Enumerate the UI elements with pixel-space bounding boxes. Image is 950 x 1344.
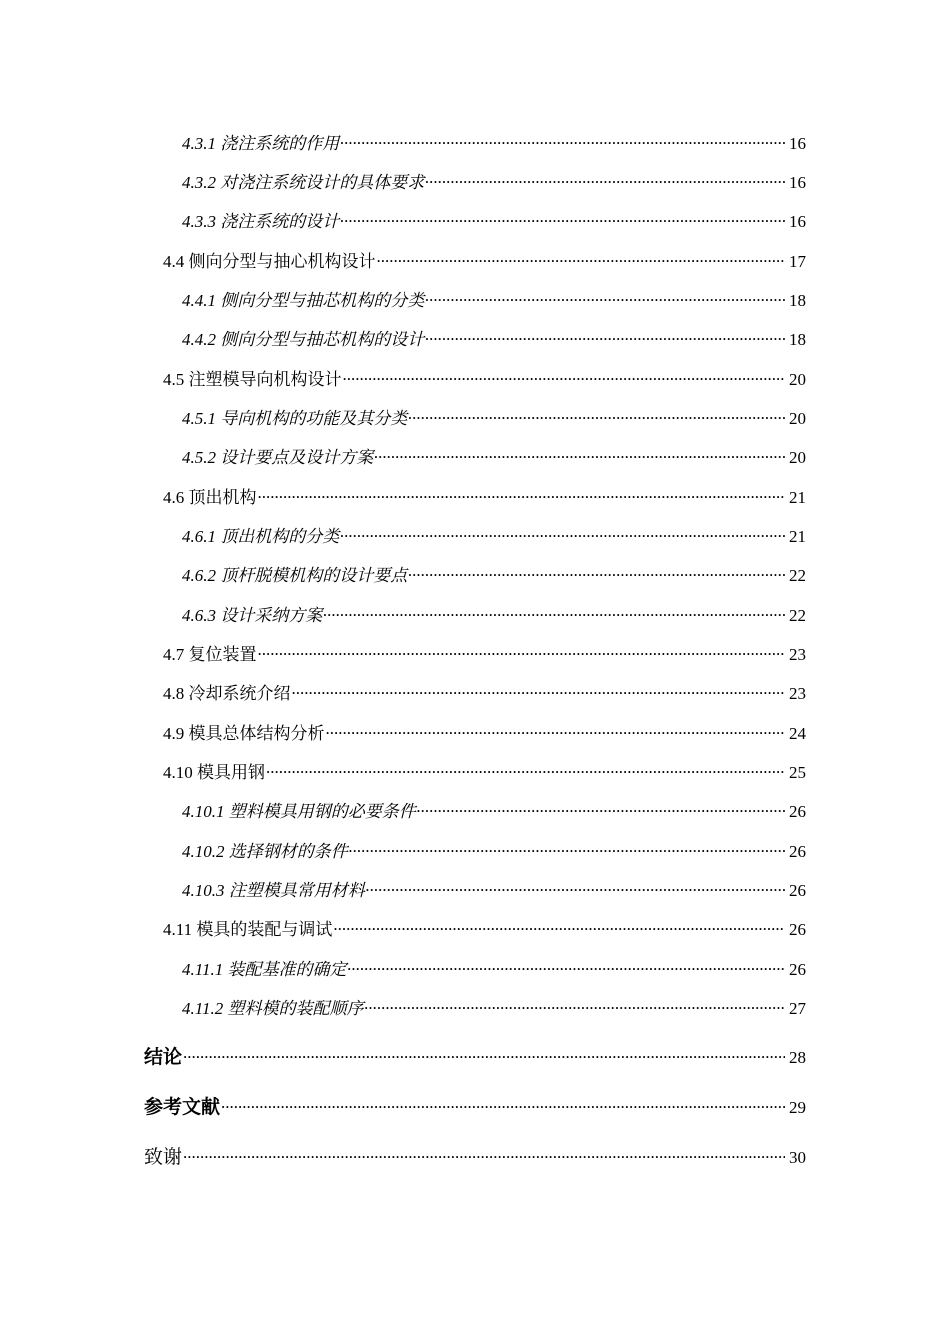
toc-page-number: 16 (789, 134, 806, 153)
toc-entry-title: 4.6.1 顶出机构的分类 (182, 527, 340, 546)
toc-leader-dots (348, 958, 786, 975)
toc-entry-title: 4.11.1 装配基准的确定 (182, 960, 347, 979)
toc-entry-title: 4.3.3 浇注系统的设计 (182, 212, 340, 231)
toc-leader-dots (365, 997, 786, 1014)
toc-page-number: 20 (789, 370, 806, 389)
toc-entry-conclusion[interactable] (144, 1042, 806, 1069)
toc-page-number: 18 (789, 291, 806, 310)
toc-page-number: 28 (789, 1048, 806, 1067)
toc-leader-dots (183, 1144, 785, 1163)
toc-page-number: 27 (789, 999, 806, 1018)
toc-entry-4-10-3[interactable] (182, 876, 806, 901)
toc-page-number: 26 (789, 960, 806, 979)
toc-entry-4-10[interactable] (163, 758, 806, 783)
toc-entry-4-4-1[interactable] (182, 286, 806, 311)
toc-entry-title: 4.9 模具总体结构分析 (163, 724, 325, 743)
toc-leader-dots (366, 879, 785, 896)
toc-entry-title: 4.5.2 设计要点及设计方案 (182, 448, 374, 467)
toc-entry-4-5-1[interactable] (182, 404, 806, 429)
toc-page-number: 26 (789, 802, 806, 821)
toc-leader-dots (340, 525, 785, 542)
toc-page-number: 25 (789, 763, 806, 782)
toc-entry-4-5[interactable] (163, 365, 806, 390)
toc-entry-acknowledgements[interactable] (144, 1142, 806, 1169)
toc-page-number: 22 (789, 566, 806, 585)
toc-leader-dots (377, 250, 786, 267)
toc-leader-dots (323, 604, 785, 621)
toc-entry-title: 4.11 模具的装配与调试 (163, 920, 333, 939)
toc-page-number: 18 (789, 330, 806, 349)
toc-page-number: 26 (789, 842, 806, 861)
toc-entry-4-6-2[interactable] (182, 561, 806, 586)
toc-page-number: 23 (789, 645, 806, 664)
toc-page-number: 17 (789, 252, 806, 271)
toc-leader-dots (425, 328, 785, 345)
toc-entry-4-6-3[interactable] (182, 601, 806, 626)
toc-leader-dots (425, 289, 785, 306)
toc-entry-4-7[interactable] (163, 640, 806, 665)
toc-entry-title: 4.10 模具用钢 (163, 763, 265, 782)
toc-leader-dots (326, 722, 786, 739)
toc-page-number: 23 (789, 684, 806, 703)
toc-leader-dots (266, 761, 785, 778)
toc-entry-title: 4.4.2 侧向分型与抽芯机构的设计 (182, 330, 425, 349)
toc-page-number: 29 (789, 1098, 806, 1117)
toc-page-number: 20 (789, 448, 806, 467)
toc-leader-dots (258, 486, 786, 503)
toc-entry-4-10-1[interactable] (182, 797, 806, 822)
toc-leader-dots (417, 800, 785, 817)
toc-entry-4-8[interactable] (163, 679, 806, 704)
toc-leader-dots (221, 1094, 785, 1113)
toc-entry-4-6-1[interactable] (182, 522, 806, 547)
toc-entry-title: 致谢 (144, 1146, 183, 1168)
toc-entry-4-3-3[interactable] (182, 207, 806, 232)
toc-leader-dots (333, 918, 785, 935)
toc-leader-dots (408, 407, 785, 424)
toc-entry-title: 4.8 冷却系统介绍 (163, 684, 291, 703)
toc-leader-dots (183, 1044, 785, 1063)
toc-entry-4-11-1[interactable] (182, 955, 806, 980)
toc-page-number: 21 (789, 488, 806, 507)
toc-entry-4-10-2[interactable] (182, 837, 806, 862)
toc-entry-title: 4.4.1 侧向分型与抽芯机构的分类 (182, 291, 425, 310)
toc-leader-dots (292, 682, 786, 699)
toc-entry-4-11-2[interactable] (182, 994, 806, 1019)
toc-entry-title: 4.11.2 塑料模的装配顺序 (182, 999, 364, 1018)
toc-entry-title: 4.5.1 导向机构的功能及其分类 (182, 409, 408, 428)
toc-entry-title: 4.3.1 浇注系统的作用 (182, 134, 340, 153)
toc-entry-4-11[interactable] (163, 915, 806, 940)
toc-page-number: 26 (789, 881, 806, 900)
toc-leader-dots (408, 564, 785, 581)
toc-entry-title: 4.7 复位装置 (163, 645, 257, 664)
toc-entry-title: 4.6.3 设计采纳方案 (182, 606, 323, 625)
toc-leader-dots (340, 132, 785, 149)
toc-entry-title: 4.5 注塑模导向机构设计 (163, 370, 342, 389)
toc-entry-title: 4.10.1 塑料模具用钢的必要条件 (182, 802, 416, 821)
toc-entry-title: 4.6 顶出机构 (163, 488, 257, 507)
toc-page-number: 16 (789, 173, 806, 192)
toc-entry-4-3-1[interactable] (182, 129, 806, 154)
toc-page-number: 16 (789, 212, 806, 231)
toc-entry-4-4-2[interactable] (182, 325, 806, 350)
toc-entry-title: 结论 (144, 1046, 183, 1068)
toc-leader-dots (258, 643, 786, 660)
toc-page-number: 30 (789, 1148, 806, 1167)
toc-entry-title: 4.4 侧向分型与抽心机构设计 (163, 252, 376, 271)
toc-page-number: 21 (789, 527, 806, 546)
toc-entry-4-9[interactable] (163, 719, 806, 744)
toc-entry-title: 4.10.3 注塑模具常用材料 (182, 881, 365, 900)
toc-entry-4-6[interactable] (163, 483, 806, 508)
toc-page-number: 20 (789, 409, 806, 428)
toc-leader-dots (425, 171, 785, 188)
toc-entry-title: 参考文献 (144, 1096, 221, 1118)
toc-page-number: 24 (789, 724, 806, 743)
toc-entry-4-3-2[interactable] (182, 168, 806, 193)
toc-leader-dots (343, 368, 786, 385)
toc-entry-4-4[interactable] (163, 247, 806, 272)
toc-leader-dots (374, 446, 785, 463)
toc-entry-title: 4.6.2 顶杆脱模机构的设计要点 (182, 566, 408, 585)
toc-leader-dots (349, 840, 785, 857)
toc-entry-4-5-2[interactable] (182, 443, 806, 468)
toc-entry-title: 4.3.2 对浇注系统设计的具体要求 (182, 173, 425, 192)
toc-leader-dots (340, 210, 785, 227)
toc-page-number: 22 (789, 606, 806, 625)
toc-entry-references[interactable] (144, 1092, 806, 1119)
toc-entry-title: 4.10.2 选择钢材的条件 (182, 842, 348, 861)
toc-page-number: 26 (789, 920, 806, 939)
